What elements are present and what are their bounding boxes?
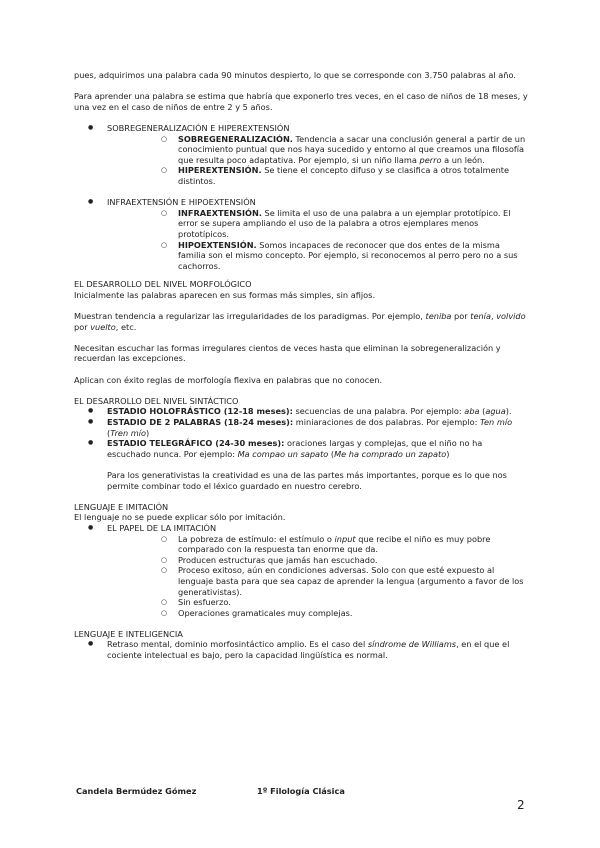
- example-term: agua: [485, 406, 506, 417]
- text-run: Muestran tendencia a regularizar las irregularidades de los paradigmas. Por ejemplo,: [74, 311, 426, 322]
- example-term: Ten mío: [480, 417, 513, 427]
- section-heading-imitation: LENGUAJE E IMITACIÓN: [74, 501, 169, 512]
- text-run: secuencias de una palabra. Por ejemplo:: [292, 406, 465, 417]
- text-run: ): [146, 427, 150, 438]
- example-term: teniba: [425, 311, 452, 322]
- example-term: tenía: [470, 311, 491, 322]
- list-item: [74, 123, 528, 187]
- example-term: perro: [419, 154, 442, 165]
- list-item: [107, 165, 528, 186]
- term: INFRAEXTENSIÓN.: [178, 207, 262, 218]
- term: ESTADIO HOLOFRÁSTICO (12-18 meses):: [107, 406, 293, 417]
- example-term: síndrome de Williams: [367, 639, 457, 650]
- definition-text: Tendencia a sacar una conclusión general a partir de un conocimiento puntual que nos haya sucedido y entorno al que creamos una filosofía que resulta poco adaptativa. Por ejemplo, si un niño llama: [178, 133, 526, 165]
- footer-course: 1º Filología Clásica: [257, 786, 345, 796]
- definition-text: a un león.: [441, 154, 485, 165]
- list-item: [107, 134, 528, 166]
- text-run: La pobreza de estímulo: el estímulo o: [178, 533, 335, 544]
- list-item: [107, 240, 528, 272]
- text-run: Retraso mental, dominio morfosintáctico amplio. Es el caso del: [107, 639, 368, 650]
- definition-text: Somos incapaces de reconocer que dos entes de la misma familia son el mismo concepto. Por ejemplo, si reconocemos al perro pero no a sus cachorros.: [178, 239, 518, 271]
- section-heading-morphological: EL DESARROLLO DEL NIVEL MORFOLÓGICO: [74, 279, 252, 290]
- text-run: , etc.: [115, 321, 137, 332]
- sublist: [107, 534, 528, 619]
- term: HIPOEXTENSIÓN.: [178, 239, 257, 250]
- list-item: [74, 523, 528, 618]
- page-number: 2: [517, 798, 525, 812]
- text-run: ,: [490, 311, 497, 322]
- list-item: ○ Proceso exitoso, aún en condiciones adversas. Solo con que esté expuesto al lenguaje basta para que sea capaz de aprender la lengua (argumento a favor de los generativistas).: [107, 565, 528, 597]
- list-item-label: INFRAEXTENSIÓN E HIPOEXTENSIÓN: [107, 197, 256, 208]
- intelligence-list: [74, 639, 528, 660]
- list-item: ○ Sin esfuerzo.: [107, 597, 528, 608]
- list-item-label: EL PAPEL DE LA IMITACIÓN: [107, 522, 217, 533]
- example-term: input: [334, 533, 356, 544]
- section-heading-syntactic: EL DESARROLLO DEL NIVEL SINTÁCTICO: [74, 395, 239, 406]
- morph-paragraph-4: Aplican con éxito reglas de morfología flexiva en palabras que no conocen.: [74, 374, 383, 385]
- lexical-list-1: [74, 123, 528, 187]
- text-run: ): [446, 448, 450, 459]
- page-footer: [76, 786, 530, 796]
- intro-paragraph-1: pues, adquirimos una palabra cada 90 minutos despierto, lo que se corresponde con 3.750 palabras al año.: [74, 70, 516, 80]
- text-run: (: [328, 448, 335, 459]
- list-item: [74, 438, 528, 459]
- list-item: [74, 197, 528, 271]
- morph-paragraph-3: Necesitan escuchar las formas irregulares cientos de veces hasta que eliminan la sobregeneralización y recuerdan las excepciones.: [74, 342, 501, 364]
- syntactic-note: Para los generativistas la creatividad es una de las partes más importantes, porque es lo que nos permite combinar todo el léxico guardado en nuestro cerebro.: [107, 469, 507, 491]
- morph-paragraph-2: [74, 311, 528, 332]
- term: HIPEREXTENSIÓN.: [178, 165, 262, 176]
- example-term: Ma compao un sapato: [237, 448, 329, 459]
- text-run: ).: [505, 406, 512, 417]
- example-term: vuelto: [90, 321, 116, 332]
- text-run: por: [74, 321, 91, 332]
- list-item: [74, 639, 528, 660]
- text-run: , en el que el cociente intelectual es bajo, pero la capacidad lingüística es normal.: [107, 639, 510, 661]
- example-term: aba: [464, 406, 480, 417]
- imitation-list: [74, 523, 528, 618]
- term: SOBREGENERALIZACIÓN.: [178, 133, 293, 144]
- intro-paragraph-2: Para aprender una palabra se estima que habría que exponerlo tres veces, en el caso de niños de 18 meses, y una vez en el caso de niños de entre 2 y 5 años.: [74, 91, 528, 112]
- text-run: que recibe el niño es muy pobre comparado con la respuesta tan enorme que da.: [178, 533, 491, 555]
- lexical-list-2: [74, 197, 528, 271]
- text-run: oraciones largas y complejas, que el niño no ha escuchado nunca. Por ejemplo:: [107, 438, 483, 459]
- definition-text: Se limita el uso de una palabra a un ejemplar prototípico. El error se supera ampliando el uso de la palabra a otros ejemplares menos prototípicos.: [178, 207, 511, 239]
- morph-paragraph-1: Inicialmente las palabras aparecen en sus formas más simples, sin afijos.: [74, 289, 376, 300]
- example-term: Tren mío: [110, 427, 147, 438]
- syntactic-stages-list: [74, 406, 528, 459]
- section-heading-intelligence: LENGUAJE E INTELIGENCIA: [74, 628, 183, 639]
- page-content: [74, 70, 528, 661]
- list-item: ○ Operaciones gramaticales muy complejas.: [107, 608, 528, 619]
- definition-text: Se tiene el concepto difuso y se clasifica a otros totalmente distintos.: [178, 165, 510, 186]
- example-term: volvido: [496, 311, 526, 322]
- list-item: [74, 406, 528, 417]
- list-item: [107, 208, 528, 240]
- list-item: [107, 534, 528, 555]
- imitation-paragraph: El lenguaje no se puede explicar sólo por imitación.: [74, 512, 286, 523]
- list-item-label: SOBREGENERALIZACIÓN E HIPEREXTENSIÓN: [107, 122, 290, 133]
- text-run: (: [107, 427, 111, 438]
- sublist: [107, 208, 528, 272]
- footer-author: Candela Bermúdez Gómez: [76, 786, 197, 796]
- text-run: (: [479, 406, 486, 417]
- term: ESTADIO DE 2 PALABRAS (18-24 meses):: [107, 417, 294, 427]
- text-run: miniaraciones de dos palabras. Por ejemplo:: [293, 417, 481, 427]
- text-run: por: [451, 311, 471, 322]
- sublist: [107, 134, 528, 187]
- term: ESTADIO TELEGRÁFICO (24-30 meses):: [107, 438, 285, 449]
- list-item: [74, 417, 528, 438]
- example-term: Me ha comprado un zapato: [334, 448, 447, 459]
- list-item: ○ Producen estructuras que jamás han escuchado.: [107, 555, 528, 566]
